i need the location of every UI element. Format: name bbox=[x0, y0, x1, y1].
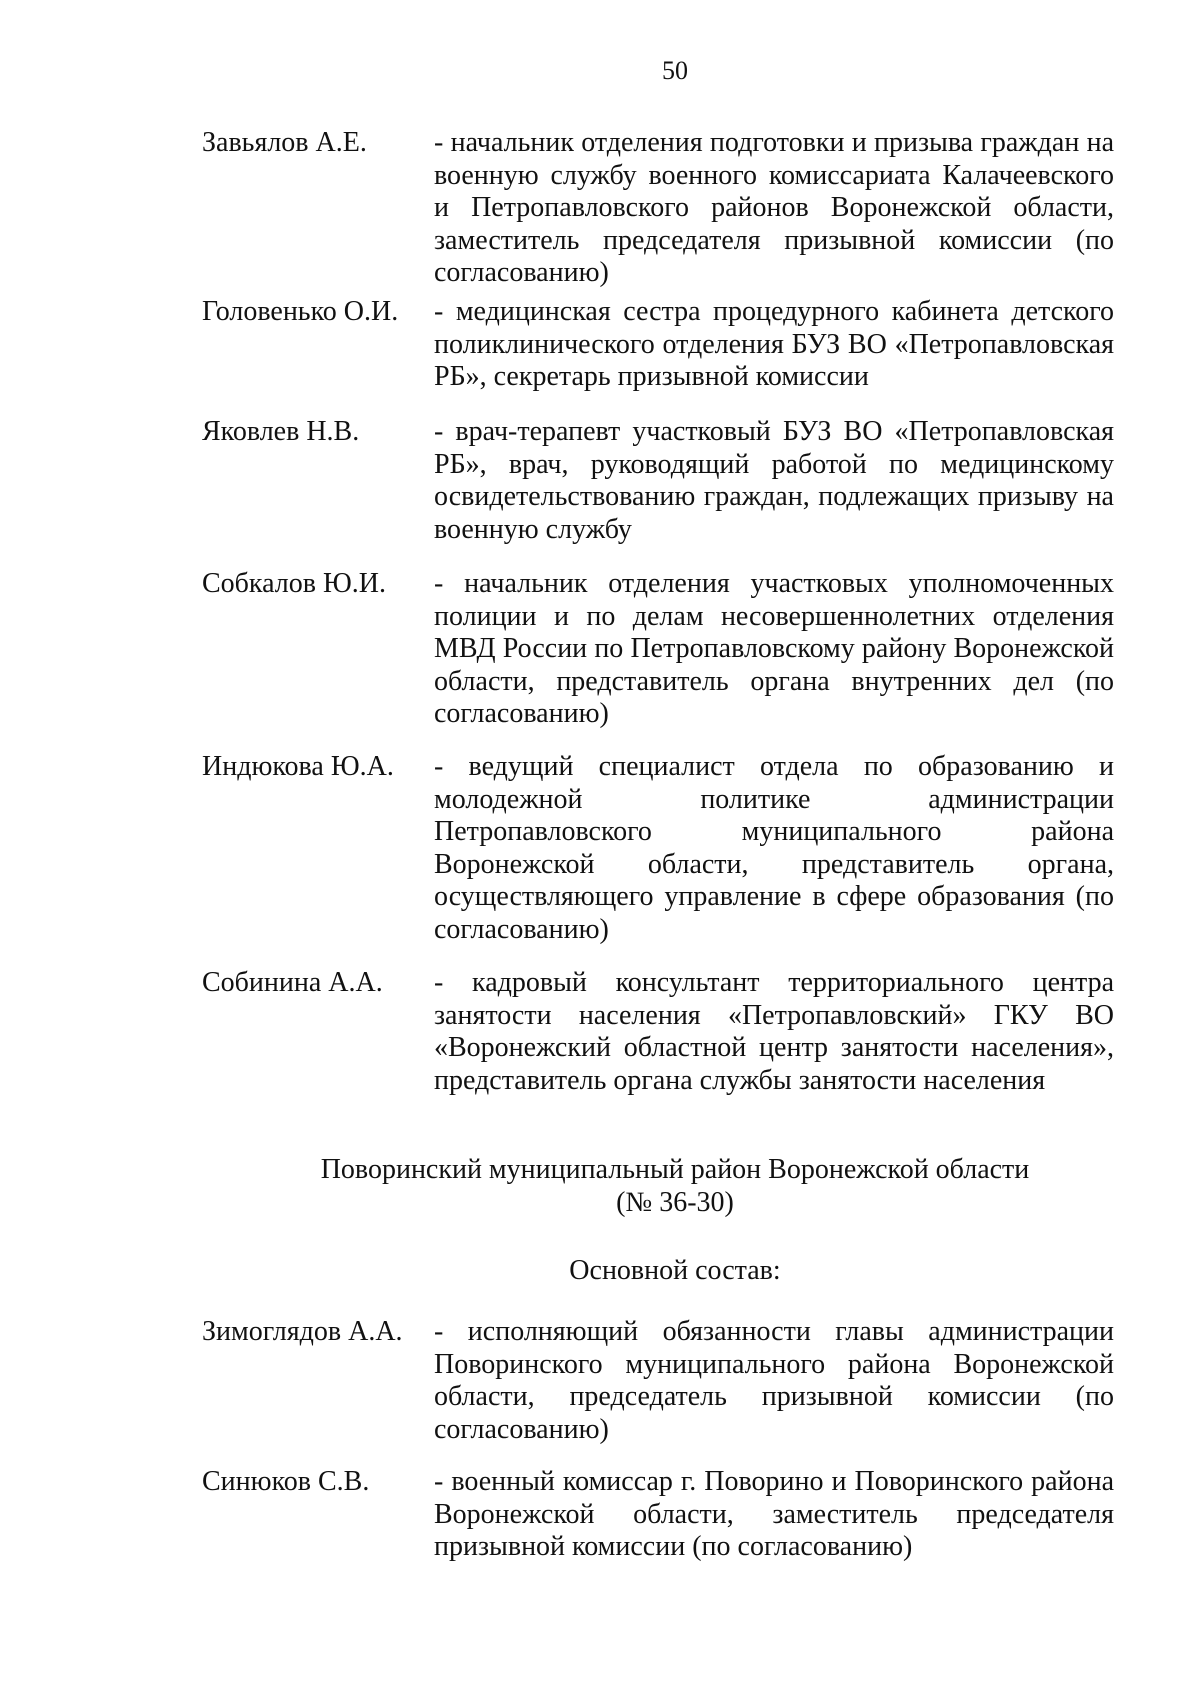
member-description: - кадровый консультант территориального центра занятости населения «Петропавловский» ГКУ ВО «Воронежский областной центр занятости населения», представитель органа службы занятости населения bbox=[434, 967, 1114, 1096]
member-description: - исполняющий обязанности главы администрации Поворинского муниципального района Воронежской области, председатель призывной комиссии (по согласованию) bbox=[434, 1316, 1114, 1445]
member-description: - ведущий специалист отдела по образованию и молодежной политике администрации Петропавловского муниципального района Воронежской области, представитель органа, осуществляющего управление в сфере образования (по согласованию) bbox=[434, 751, 1114, 945]
member-description: - медицинская сестра процедурного кабинета детского поликлинического отделения БУЗ ВО «Петропавловская РБ», секретарь призывной комиссии bbox=[434, 296, 1114, 392]
section-title bbox=[200, 1154, 1150, 1219]
member-name: Головенько О.И. bbox=[202, 296, 399, 327]
section-subtitle: Основной состав: bbox=[569, 1255, 781, 1286]
member-description: - начальник отделения участковых уполномоченных полиции и по делам несовершеннолетних отделения МВД России по Петропавловскому району Воронежской области, представитель органа внутренних дел (по согласованию) bbox=[434, 568, 1114, 729]
member-description: - начальник отделения подготовки и призыва граждан на военную службу военного комиссариата Калачеевского и Петропавловского районов Воронежской области, заместитель председателя призывной комиссии (по согласованию) bbox=[434, 127, 1114, 288]
section-title-line1: Поворинский муниципальный район Воронежской области bbox=[320, 1154, 1030, 1185]
member-name: Зимоглядов А.А. bbox=[202, 1316, 403, 1347]
member-name: Синюков С.В. bbox=[202, 1466, 370, 1497]
member-name: Яковлев Н.В. bbox=[202, 416, 360, 447]
member-description: - врач-терапевт участковый БУЗ ВО «Петропавловская РБ», врач, руководящий работой по медицинскому освидетельствованию граждан, подлежащих призыву на военную службу bbox=[434, 416, 1114, 545]
page-number: 50 bbox=[662, 56, 688, 85]
member-name: Собинина А.А. bbox=[202, 967, 383, 998]
member-name: Собкалов Ю.И. bbox=[202, 568, 386, 599]
member-name: Завьялов А.Е. bbox=[202, 127, 367, 158]
member-name: Индюкова Ю.А. bbox=[202, 751, 394, 782]
member-description: - военный комиссар г. Поворино и Поворинского района Воронежской области, заместитель председателя призывной комиссии (по согласованию) bbox=[434, 1466, 1114, 1562]
section-title-line2: (№ 36-30) bbox=[616, 1186, 734, 1218]
